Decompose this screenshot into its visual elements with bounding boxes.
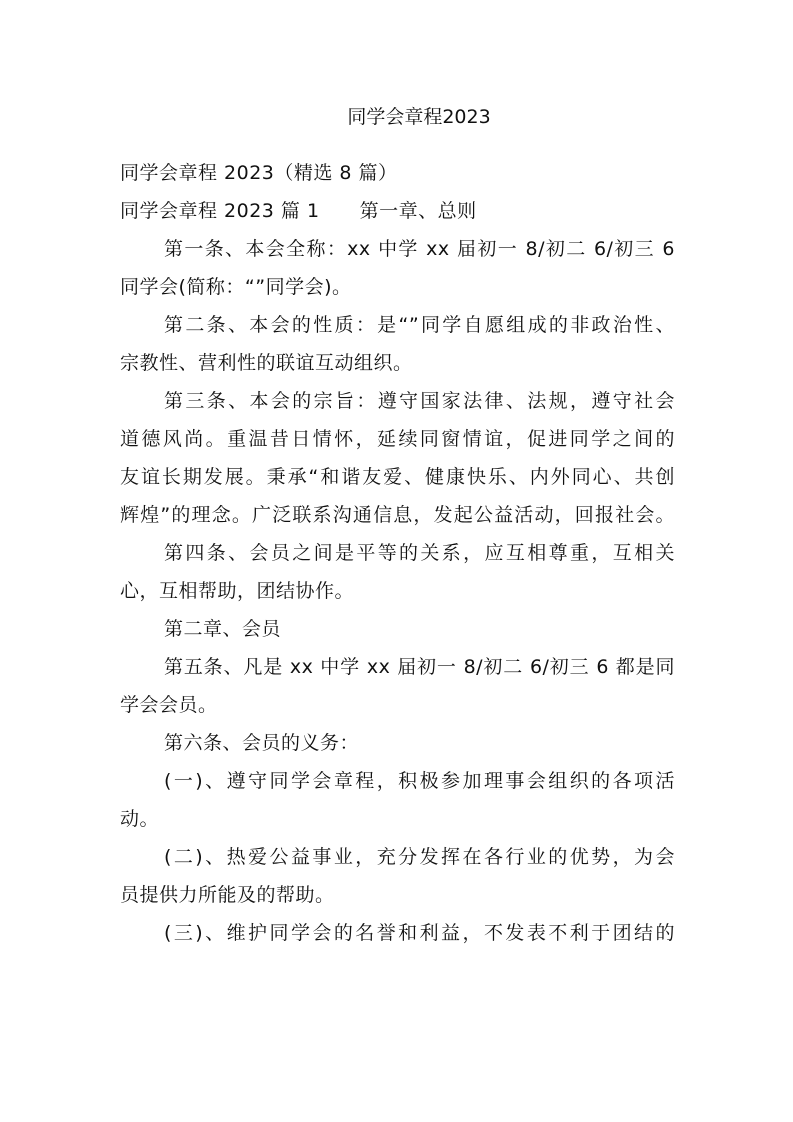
chapter-heading: 第二章、会员	[164, 618, 282, 640]
paragraph-line: 员提供力所能及的帮助。	[120, 884, 335, 906]
paragraph-line: (三)、维护同学会的名誉和利益，不发表不利于团结的	[164, 922, 675, 944]
document-subtitle: 同学会章程 2023（精选 8 篇）	[120, 162, 398, 184]
chapter-heading-line	[120, 192, 675, 230]
paragraph-line: 第二条、本会的性质：是“”同学自愿组成的非政治性、	[164, 314, 675, 336]
paragraph-line: 辉煌”的理念。广泛联系沟通信息，发起公益活动，回报社会。	[120, 504, 675, 526]
paragraph-line: 友谊长期发展。秉承“和谐友爱、健康快乐、内外同心、共创	[120, 466, 675, 488]
article-label: 同学会章程 2023 篇 1	[120, 200, 320, 222]
chapter-heading: 第一章、总则	[359, 200, 477, 222]
paragraph-line: 第六条、会员的义务：	[164, 732, 360, 754]
paragraph-line: 道德风尚。重温昔日情怀，延续同窗情谊，促进同学之间的	[120, 428, 675, 450]
document-title: 同学会章程2023	[347, 106, 491, 128]
paragraph-line: 第三条、本会的宗旨：遵守国家法律、法规，遵守社会	[164, 390, 675, 412]
paragraph-line: 第一条、本会全称：xx 中学 xx 届初一 8/初二 6/初三 6	[164, 238, 675, 260]
paragraph-line: 学会会员。	[120, 694, 218, 716]
paragraph-line: 动。	[120, 808, 160, 830]
paragraph-line: (二)、热爱公益事业，充分发挥在各行业的优势，为会	[164, 846, 675, 868]
paragraph-line: 第四条、会员之间是平等的关系，应互相尊重，互相关	[164, 542, 675, 564]
paragraph-line: 宗教性、营利性的联谊互动组织。	[120, 352, 413, 374]
paragraph-line: 心，互相帮助，团结协作。	[120, 580, 355, 602]
document-body	[120, 154, 675, 952]
paragraph-line: (一)、遵守同学会章程，积极参加理事会组织的各项活	[164, 770, 675, 792]
paragraph-line: 同学会(简称：“”同学会)。	[120, 276, 352, 298]
paragraph-line: 第五条、凡是 xx 中学 xx 届初一 8/初二 6/初三 6 都是同	[164, 656, 675, 678]
